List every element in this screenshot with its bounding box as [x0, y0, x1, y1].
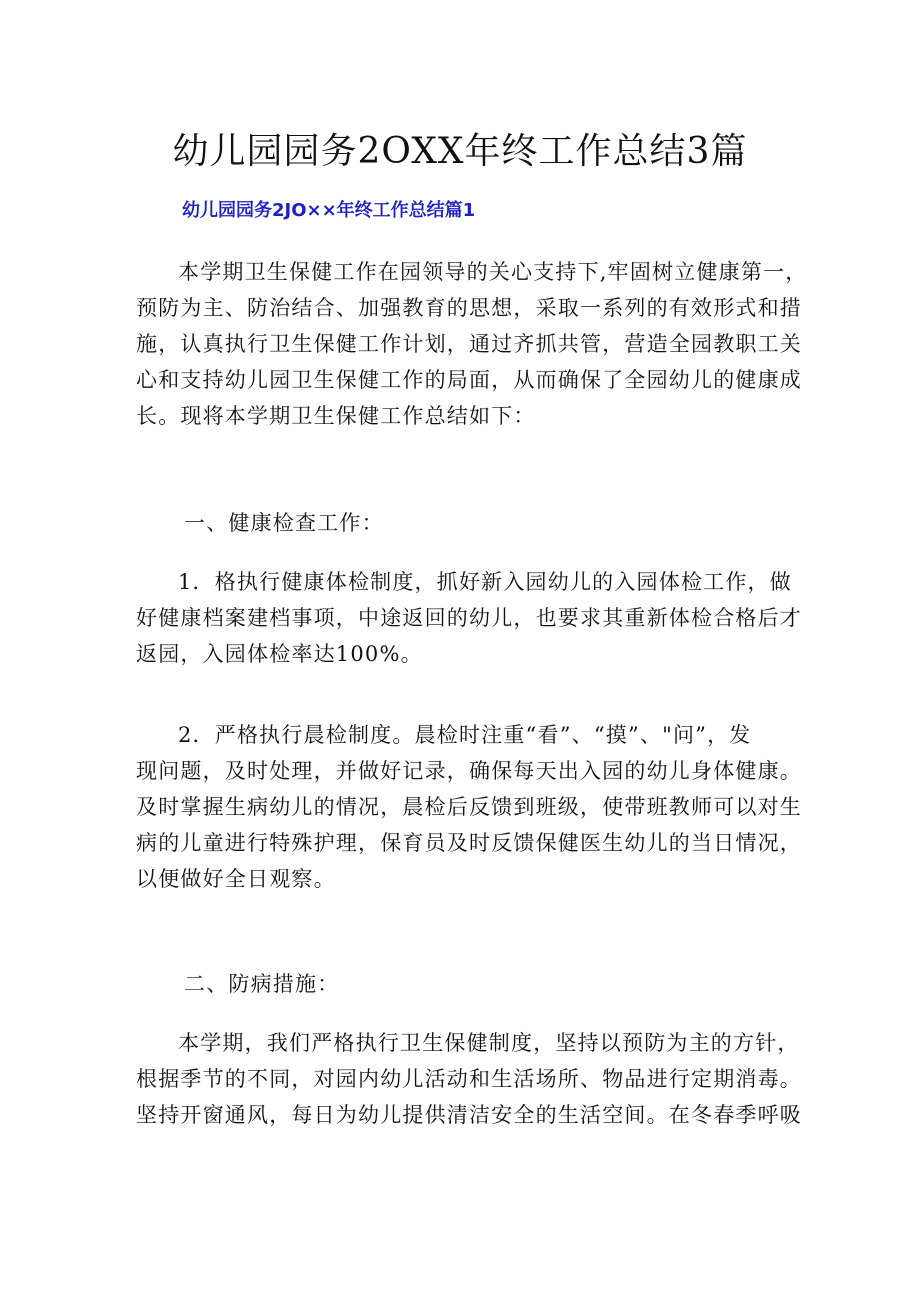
section-heading-health-check: 一、健康检查工作： [184, 511, 384, 535]
section-heading-prevention: 二、防病措施： [184, 972, 340, 996]
paragraph-line: 本学期，我们严格执行卫生保健制度，坚持以预防为主的方针， [178, 1031, 800, 1055]
paragraph-3 [136, 717, 802, 897]
paragraph-line: 长。现将本学期卫生保健工作总结如下： [136, 404, 536, 428]
paragraph-line: 预防为主、防治结合、加强教育的思想，采取一系列的有效形式和措 [136, 296, 802, 320]
paragraph-line: 以便做好全日观察。 [136, 867, 336, 891]
paragraph-1 [136, 254, 808, 434]
paragraph-line: 好健康档案建档事项，中途返回的幼儿，也要求其重新体检合格后才 [136, 606, 802, 630]
paragraph-line: 施，认真执行卫生保健工作计划，通过齐抓共管，营造全园教职工关 [136, 332, 802, 356]
paragraph-line: 坚持开窗通风，每日为幼儿提供清洁安全的生活空间。在冬春季呼吸 [136, 1103, 802, 1127]
paragraph-line: 现问题，及时处理，并做好记录，确保每天出入园的幼儿身体健康。 [136, 759, 802, 783]
paragraph-4 [136, 1025, 802, 1133]
paragraph-line: 根据季节的不同，对园内幼儿活动和生活场所、物品进行定期消毒。 [136, 1067, 802, 1091]
paragraph-line: 返园，入园体检率达100%。 [136, 642, 423, 666]
paragraph-line: 本学期卫生保健工作在园领导的关心支持下,牢固树立健康第一， [178, 260, 808, 284]
paragraph-line: 1．格执行健康体检制度，抓好新入园幼儿的入园体检工作，做 [178, 570, 792, 594]
paragraph-line: 心和支持幼儿园卫生保健工作的局面，从而确保了全园幼儿的健康成 [136, 368, 802, 392]
paragraph-2 [136, 564, 802, 672]
paragraph-line: 及时掌握生病幼儿的情况，晨检后反馈到班级，使带班教师可以对生 [136, 795, 802, 819]
paragraph-line: 病的儿童进行特殊护理，保育员及时反馈保健医生幼儿的当日情况， [136, 831, 802, 855]
paragraph-line: 2．严格执行晨检制度。晨检时注重“看”、“摸”、"问”，发 [178, 723, 752, 747]
document-title: 幼儿园园务2OXX年终工作总结3篇 [172, 131, 748, 172]
section-subtitle: 幼儿园园务2JO××年终工作总结篇1 [182, 200, 476, 221]
